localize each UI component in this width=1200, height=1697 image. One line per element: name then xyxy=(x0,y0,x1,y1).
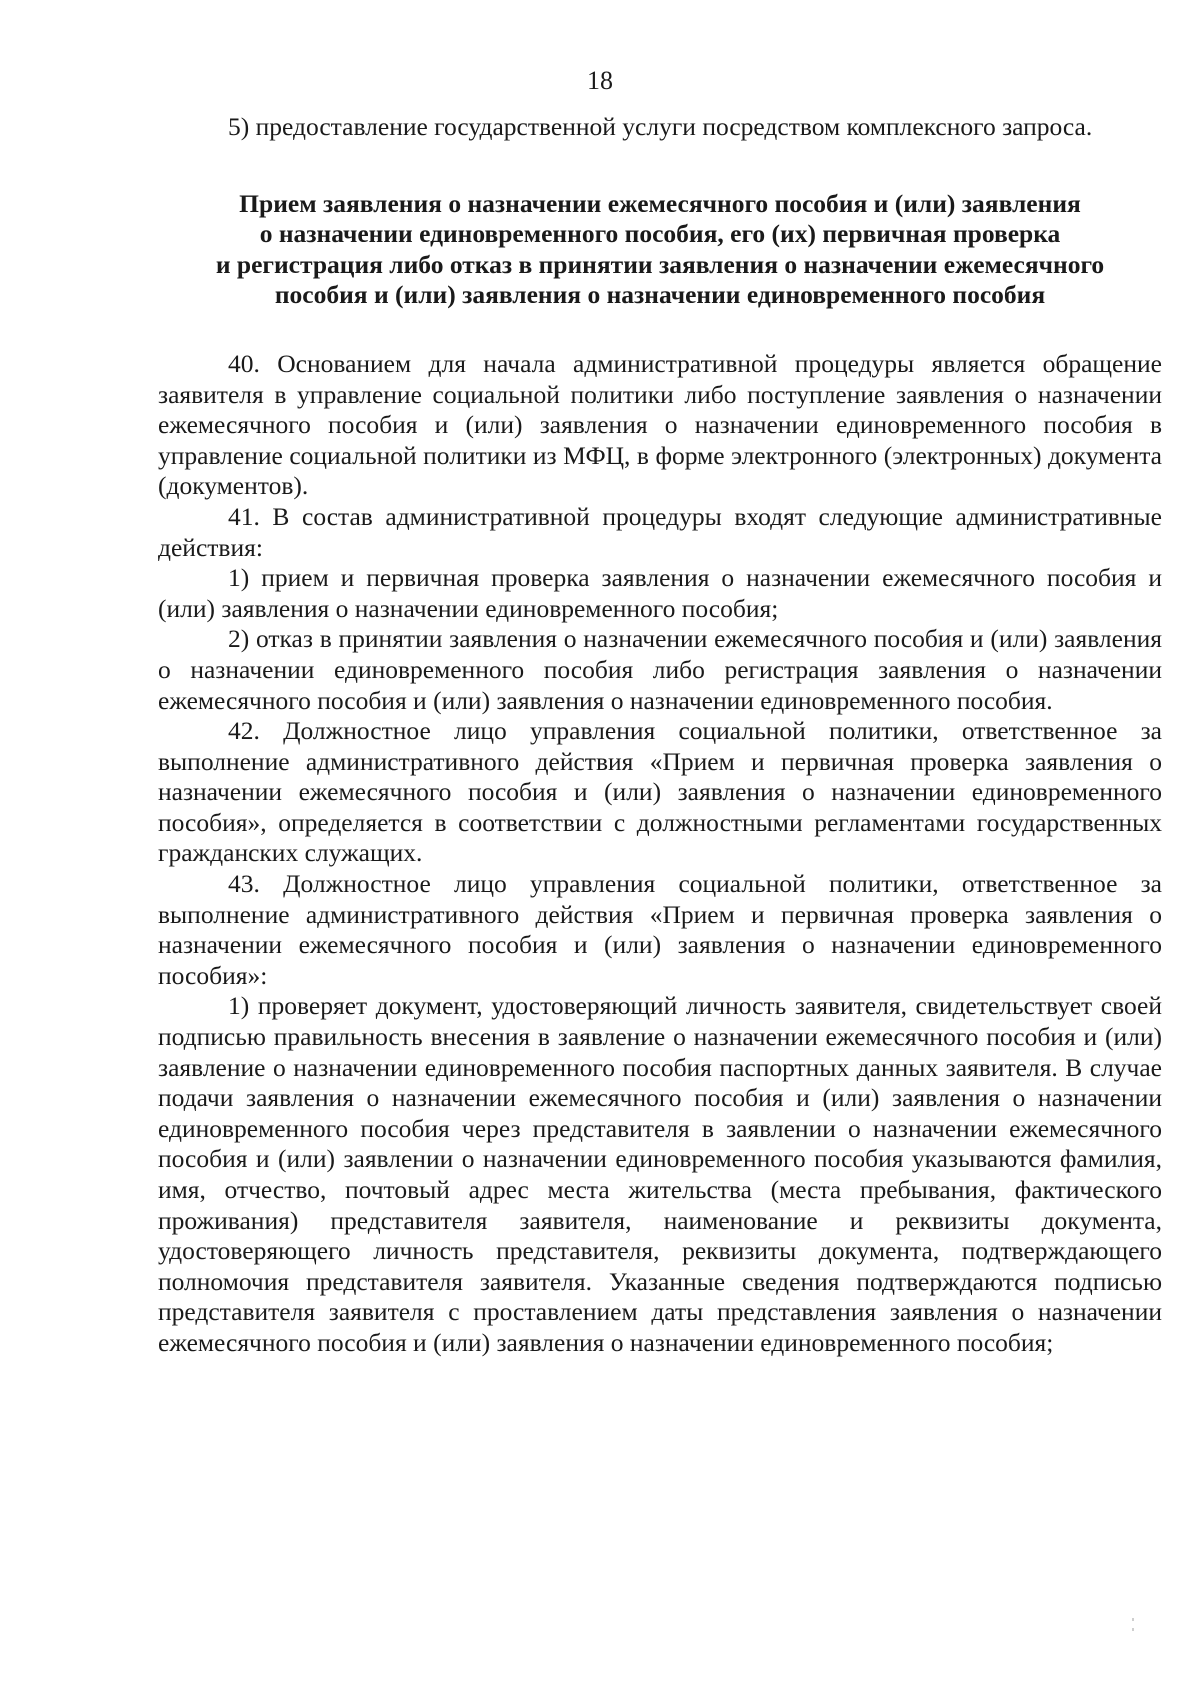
paragraph-41-item-1: 1) прием и первичная проверка заявления о назначении ежемесячного пособия и (или) заявления о назначении единовременного пособия; xyxy=(158,563,1162,623)
paragraph-43: 43. Должностное лицо управления социальной политики, ответственное за выполнение административного действия «Прием и первичная проверка заявления о назначении ежемесячного пособия и (или) заявления о назначении единовременного пособия»: xyxy=(158,869,1162,990)
intro-list-item: 5) предоставление государственной услуги посредством комплексного запроса. xyxy=(228,112,1093,141)
paragraph-41-item-2: 2) отказ в принятии заявления о назначении ежемесячного пособия и (или) заявления о назначении единовременного пособия либо регистрация заявления о назначении ежемесячного пособия и (или) заявления о назначении единовременного пособия. xyxy=(158,624,1162,715)
scan-artifact-mark xyxy=(1132,1628,1134,1631)
scan-artifact-mark xyxy=(1132,1618,1134,1621)
section-heading-line: Прием заявления о назначении ежемесячного пособия и (или) заявления xyxy=(239,188,1081,218)
paragraph-42: 42. Должностное лицо управления социальной политики, ответственное за выполнение административного действия «Прием и первичная проверка заявления о назначении ежемесячного пособия и (или) заявления о назначении единовременного пособия», определяется в соответствии с должностными регламентами государственных гражданских служащих. xyxy=(158,716,1162,868)
document-body xyxy=(158,112,1162,1359)
section-heading-line: пособия и (или) заявления о назначении единовременного пособия xyxy=(274,280,1046,310)
page-number: 18 xyxy=(587,66,613,95)
section-heading-line: и регистрация либо отказ в принятии заявления о назначении ежемесячного xyxy=(215,249,1105,279)
paragraph-41: 41. В состав административной процедуры входят следующие административные действия: xyxy=(158,501,1162,562)
paragraph-43-item-1: 1) проверяет документ, удостоверяющий личность заявителя, свидетельствует своей подписью правильность внесения в заявление о назначении ежемесячного пособия и (или) заявление о назначении единовременного пособия паспортных данных заявителя. В случае подачи заявления о назначении ежемесячного пособия и (или) заявления о назначении единовременного пособия через представителя в заявлении о назначении ежемесячного пособия и (или) заявлении о назначении единовременного пособия указываются фамилия, имя, отчество, почтовый адрес места жительства (места пребывания, фактического проживания) представителя заявителя, наименование и реквизиты документа, удостоверяющего личность представителя, реквизиты документа, подтверждающего полномочия представителя заявителя. Указанные сведения подтверждаются подписью представителя заявителя с проставлением даты представления заявления о назначении ежемесячного пособия и (или) заявления о назначении единовременного пособия; xyxy=(158,991,1162,1357)
section-heading-line: о назначении единовременного пособия, его (их) первичная проверка xyxy=(259,219,1061,249)
paragraph-40: 40. Основанием для начала административной процедуры является обращение заявителя в управление социальной политики либо поступление заявления о назначении ежемесячного пособия и (или) заявления о назначении единовременного пособия в управление социальной политики из МФЦ, в форме электронного (электронных) документа (документов). xyxy=(158,348,1162,501)
section-heading xyxy=(158,189,1162,311)
